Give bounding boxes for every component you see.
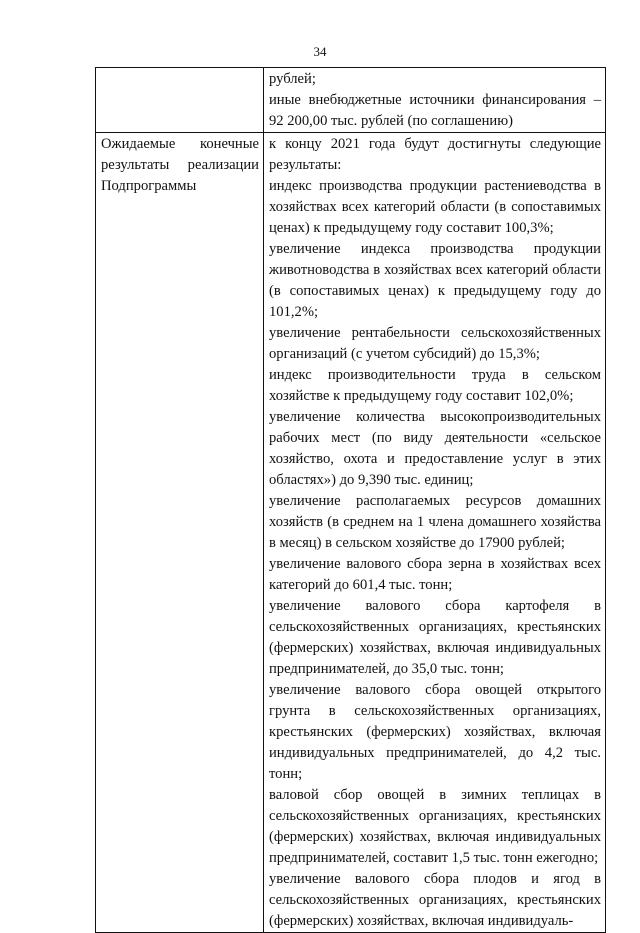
expected-results-text [269, 134, 601, 932]
result-item: увеличение валового сбора плодов и ягод в сельскохозяйственных организациях, крестьянских (фермерских) хозяйствах, включая индивидуаль- [269, 871, 601, 929]
result-item: увеличение валового сбора картофеля в сельскохозяйственных организациях, крестьянских (фермерских) хозяйствах, включая индивидуальных предпринимателей, до 35,0 тыс. тонн; [269, 598, 601, 677]
result-item: индекс производства продукции растениеводства в хозяйствах всех категорий области (в сопоставимых ценах) к предыдущему году составит 100,3%; [269, 178, 601, 236]
financing-line: рублей; [269, 71, 316, 87]
expected-results-label: Ожидаемые конечные результаты реализации Подпрограммы [101, 136, 259, 194]
financing-text [269, 69, 601, 132]
row-label-cell [96, 133, 264, 933]
result-item: индекс производительности труда в сельском хозяйстве к предыдущему году составит 102,0%; [269, 367, 601, 404]
table-row-financing [96, 68, 606, 133]
table-row-expected-results [96, 133, 606, 933]
row-label-cell-empty [96, 68, 264, 133]
page-number: 34 [313, 44, 327, 59]
row-value-cell [264, 68, 606, 133]
result-item: увеличение рентабельности сельскохозяйственных организаций (с учетом субсидий) до 15,3%; [269, 325, 601, 362]
result-item: валовой сбор овощей в зимних теплицах в сельскохозяйственных организациях, крестьянских (фермерских) хозяйствах, включая индивидуальных предпринимателей, составит 1,5 тыс. тонн ежегодно; [269, 787, 601, 866]
result-item: увеличение валового сбора овощей открытого грунта в сельскохозяйственных организациях, крестьянских (фермерских) хозяйствах, включая индивидуальных предпринимателей, до 4,2 тыс. тонн; [269, 682, 601, 782]
result-item: увеличение количества высокопроизводительных рабочих мест (по виду деятельности «сельское хозяйство, охота и предоставление услуг в этих областях») до 9,390 тыс. единиц; [269, 409, 601, 488]
program-passport-table [95, 67, 606, 933]
result-item: увеличение валового сбора зерна в хозяйствах всех категорий до 601,4 тыс. тонн; [269, 556, 601, 593]
result-item: увеличение индекса производства продукции животноводства в хозяйствах всех категорий области (в сопоставимых ценах) к предыдущему году до 101,2%; [269, 241, 601, 320]
financing-line: иные внебюджетные источники финансирования – 92 200,00 тыс. рублей (по соглашению) [269, 92, 601, 129]
row-value-cell [264, 133, 606, 933]
result-item: к концу 2021 года будут достигнуты следующие результаты: [269, 136, 601, 173]
result-item: увеличение располагаемых ресурсов домашних хозяйств (в среднем на 1 члена домашнего хозяйства в месяц) в сельском хозяйстве до 17900 рублей; [269, 493, 601, 551]
